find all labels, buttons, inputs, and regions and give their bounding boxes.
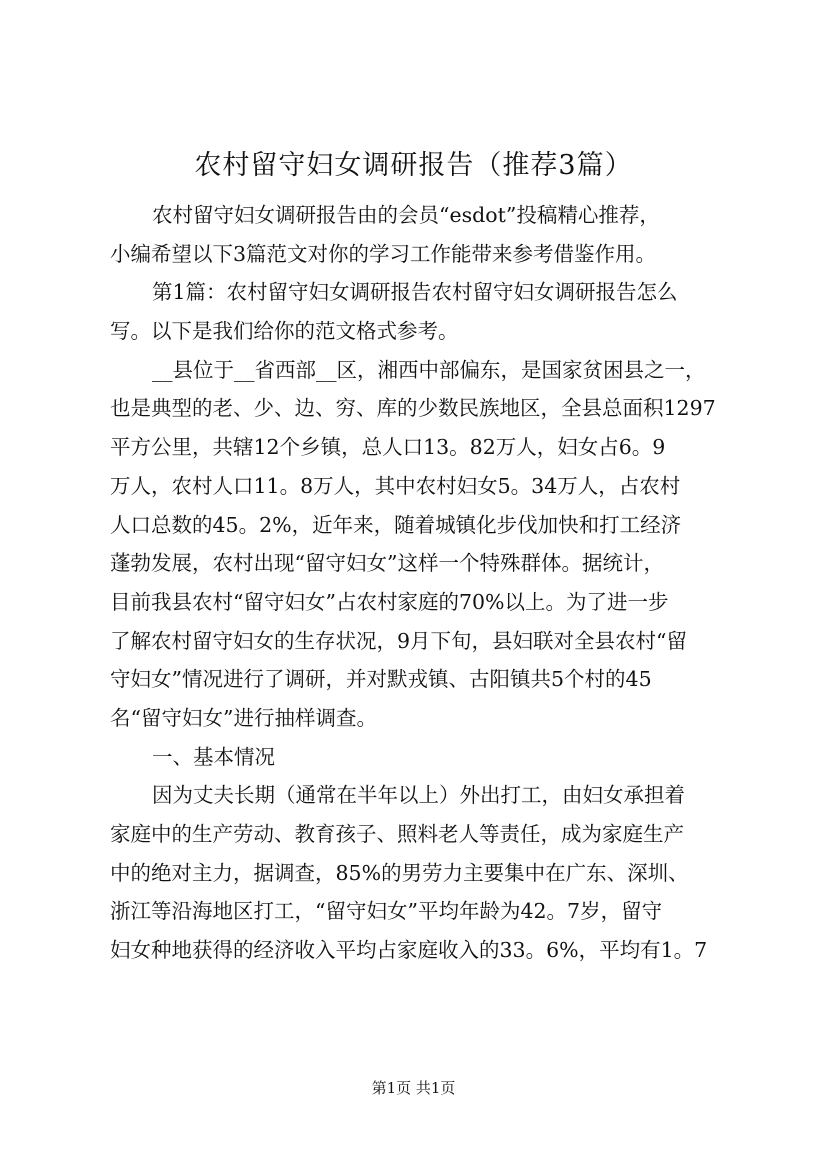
page-footer: 第1页 共1页 bbox=[371, 1079, 456, 1097]
text-line: 浙江等沿海地区打工，“留守妇女”平均年龄为42。7岁，留守 bbox=[110, 899, 663, 924]
text-line: 因为丈夫长期（通常在半年以上）外出打工，由妇女承担着 bbox=[152, 783, 685, 808]
text-line: 也是典型的老、少、边、穷、库的少数民族地区，全县总面积1297 bbox=[110, 396, 716, 421]
text-line: 妇女种地获得的经济收入平均占家庭收入的33。6%，平均有1。7 bbox=[110, 938, 708, 963]
text-line: 了解农村留守妇女的生存状况，9月下旬，县妇联对全县农村“留 bbox=[110, 628, 688, 653]
text-line: 守妇女”情况进行了调研，并对默戎镇、古阳镇共5个村的45 bbox=[110, 667, 652, 692]
text-line: 平方公里，共辖12个乡镇，总人口13。82万人，妇女占6。9 bbox=[110, 435, 666, 460]
document-body bbox=[110, 196, 720, 970]
text-line: 名“留守妇女”进行抽样调查。 bbox=[110, 705, 377, 730]
text-line: 家庭中的生产劳动、教育孩子、照料老人等责任，成为家庭生产 bbox=[110, 822, 684, 846]
document-title: 农村留守妇女调研报告（推荐3篇） bbox=[194, 150, 633, 181]
text-line: 万人，农村人口11。8万人，其中农村妇女5。34万人，占农村 bbox=[110, 473, 681, 498]
text-line: 写。以下是我们给你的范文格式参考。 bbox=[110, 319, 459, 344]
text-line: 农村留守妇女调研报告由的会员“esdot”投稿精心推荐， bbox=[152, 203, 660, 227]
text-line: 第1篇：农村留守妇女调研报告农村留守妇女调研报告怎么 bbox=[152, 280, 678, 305]
text-line: 人口总数的45。2%，近年来，随着城镇化步伐加快和打工经济 bbox=[110, 512, 682, 537]
text-line: __县位于__省西部__区，湘西中部偏东，是国家贫困县之一， bbox=[152, 357, 706, 382]
text-line: 中的绝对主力，据调查，85%的男劳力主要集中在广东、深圳、 bbox=[110, 860, 689, 885]
text-line: 目前我县农村“留守妇女”占农村家庭的70%以上。为了进一步 bbox=[110, 589, 669, 614]
text-line: 一、基本情况 bbox=[152, 744, 275, 769]
text-line: 蓬勃发展，农村出现“留守妇女”这样一个特殊群体。据统计， bbox=[110, 551, 664, 576]
text-line: 小编希望以下3篇范文对你的学习工作能带来参考借鉴作用。 bbox=[110, 241, 657, 266]
